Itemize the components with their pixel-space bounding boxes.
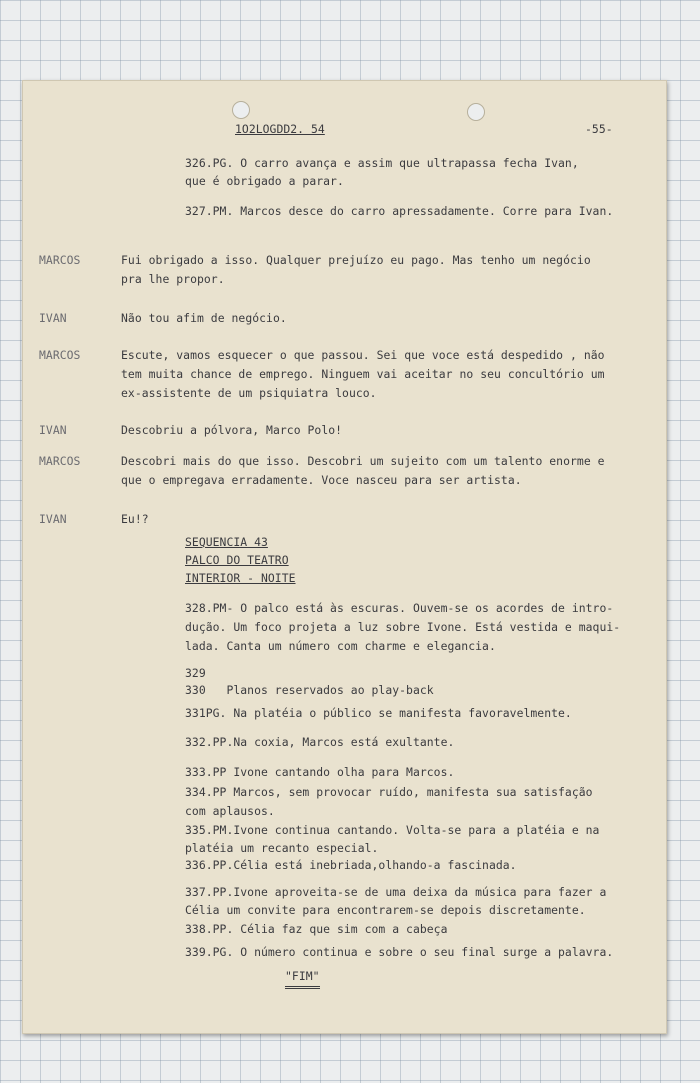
shot-line: 338.PP. Célia faz que sim com a cabeça (185, 922, 448, 936)
end-mark: "FIM" (285, 968, 320, 989)
dialogue-line: tem muita chance de emprego. Ninguem vai aceitar no seu concultório um (121, 367, 605, 381)
shot-line: 331PG. Na platéia o público se manifesta favoravelmente. (185, 706, 572, 720)
page-number: -55- (585, 122, 613, 136)
shot-line: 339.PG. O número continua e sobre o seu final surge a palavra. (185, 945, 614, 959)
dialogue-line: Escute, vamos esquecer o que passou. Sei que voce está despedido , não (121, 348, 605, 362)
speaker-name: MARCOS (39, 348, 81, 362)
shot-line: 327.PM. Marcos desce do carro apressadamente. Corre para Ivan. (185, 204, 614, 218)
dialogue-line: pra lhe propor. (121, 272, 225, 286)
shot-line: 335.PM.Ivone continua cantando. Volta-se para a platéia e na (185, 823, 600, 837)
shot-line: 328.PM- O palco está às escuras. Ouvem-se os acordes de intro- (185, 601, 614, 615)
sequence-title: SEQUENCIA 43 (185, 535, 268, 549)
punch-hole (467, 103, 485, 121)
shot-line: 326.PG. O carro avança e assim que ultrapassa fecha Ivan, (185, 156, 579, 170)
shot-line: 330 Planos reservados ao play-back (185, 683, 434, 697)
speaker-name: IVAN (39, 423, 67, 437)
speaker-name: IVAN (39, 311, 67, 325)
speaker-name: MARCOS (39, 454, 81, 468)
sequence-time: INTERIOR - NOITE (185, 571, 296, 585)
shot-line: 329 (185, 666, 206, 680)
shot-line: lada. Canta um número com charme e elegancia. (185, 639, 496, 653)
dialogue-line: que o empregava erradamente. Voce nasceu para ser artista. (121, 473, 522, 487)
dialogue-line: Fui obrigado a isso. Qualquer prejuízo eu pago. Mas tenho um negócio (121, 253, 591, 267)
punch-hole (232, 101, 250, 119)
dialogue-line: Descobriu a pólvora, Marco Polo! (121, 423, 343, 437)
speaker-name: IVAN (39, 512, 67, 526)
header-code: 1O2LOGDD2. 54 (235, 122, 325, 136)
speaker-name: MARCOS (39, 253, 81, 267)
shot-line: 336.PP.Célia está inebriada,olhando-a fascinada. (185, 858, 517, 872)
shot-line: Célia um convite para encontrarem-se depois discretamente. (185, 903, 586, 917)
script-page (22, 80, 667, 1034)
shot-line: 332.PP.Na coxia, Marcos está exultante. (185, 735, 455, 749)
shot-line: que é obrigado a parar. (185, 174, 344, 188)
shot-line: platéia um recanto especial. (185, 841, 379, 855)
dialogue-line: Eu!? (121, 512, 149, 526)
shot-line: 337.PP.Ivone aproveita-se de uma deixa da música para fazer a (185, 885, 607, 899)
shot-line: com aplausos. (185, 804, 275, 818)
dialogue-line: Descobri mais do que isso. Descobri um sujeito com um talento enorme e (121, 454, 605, 468)
shot-line: 333.PP Ivone cantando olha para Marcos. (185, 765, 455, 779)
dialogue-line: Não tou afim de negócio. (121, 311, 287, 325)
shot-line: dução. Um foco projeta a luz sobre Ivone. Está vestida e maqui- (185, 620, 621, 634)
sequence-place: PALCO DO TEATRO (185, 553, 289, 567)
shot-line: 334.PP Marcos, sem provocar ruído, manifesta sua satisfação (185, 785, 593, 799)
dialogue-line: ex-assistente de um psiquiatra louco. (121, 386, 377, 400)
